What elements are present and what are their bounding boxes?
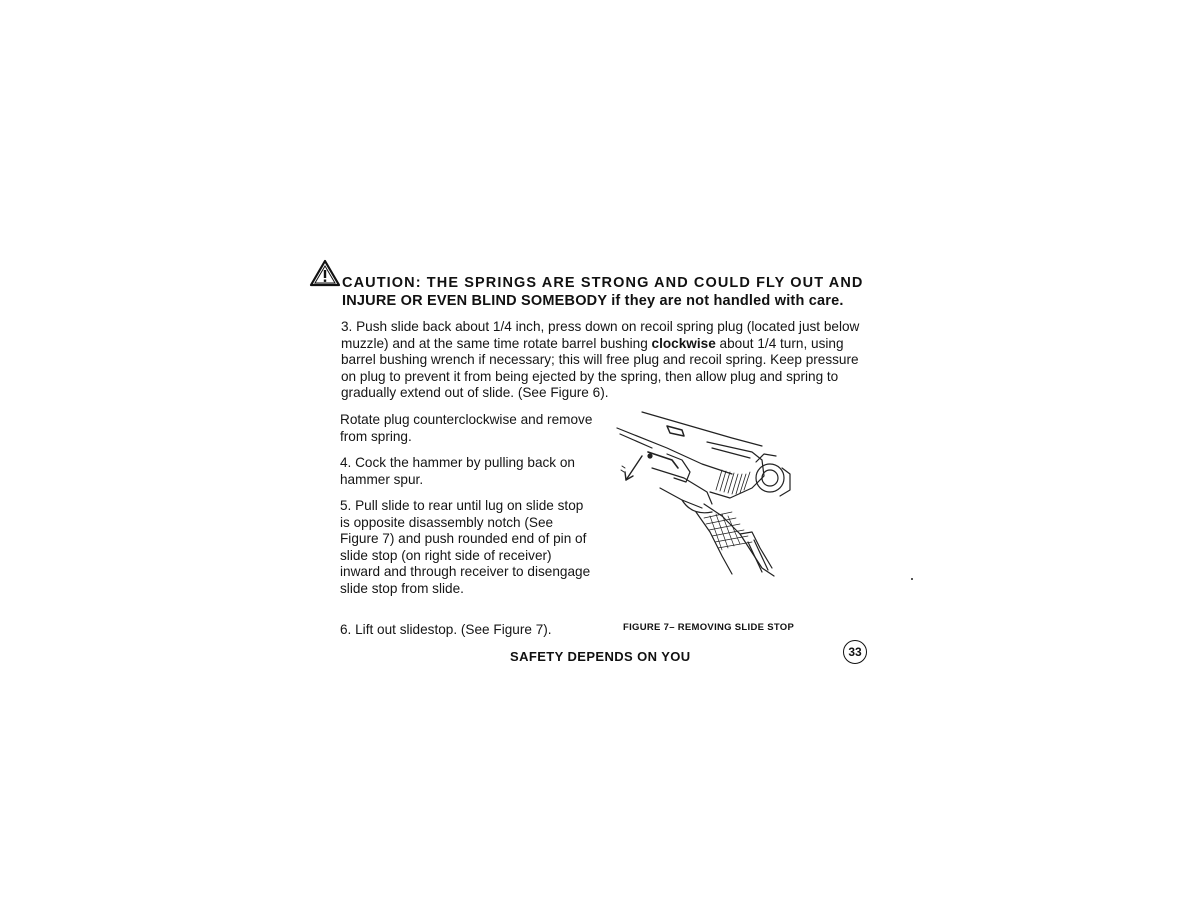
caution-warning	[342, 274, 887, 310]
scan-speck	[911, 578, 913, 580]
page-number: 33	[843, 640, 867, 664]
step-3-bold: clockwise	[651, 335, 716, 351]
caution-line2	[342, 292, 887, 310]
caution-rest: if they are not handled with care.	[606, 293, 844, 309]
step-3-paragraph	[341, 319, 873, 402]
step-6-paragraph: 6. Lift out slidestop. (See Figure 7).	[340, 622, 552, 637]
step-4-paragraph: 4. Cock the hammer by pulling back on hammer spur.	[340, 455, 575, 487]
warning-triangle-icon	[309, 259, 341, 287]
figure-caption: FIGURE 7– REMOVING SLIDE STOP	[623, 622, 795, 633]
step-3-part1: 3. Push slide back about 1/4 inch, press down on recoil spring plug (located just below muzzle) and at the same time rotate barrel bushing	[341, 319, 860, 351]
step-3-part2: about 1/4 turn, using barrel bushing wrench if necessary; this will free plug and recoil spring. Keep pressure on plug to prevent it from being ejected by the spring, then allow plug and spring to gradually extend out of slide. (See Figure 6).	[341, 335, 859, 400]
rotate-plug-text: Rotate plug counterclockwise and remove from spring.	[340, 412, 593, 444]
caution-bold: INJURE OR EVEN BLIND SOMEBODY	[342, 293, 607, 309]
pistol-slide-stop-illustration	[612, 408, 807, 580]
step-5-paragraph: 5. Pull slide to rear until lug on slide stop is opposite disassembly notch (See Figure 7) and push rounded end of pin of slide stop (on right side of receiver) inward and through receiver to disengage slide stop from slide.	[340, 498, 591, 596]
caution-lead: CAUTION: THE SPRINGS ARE STRONG AND COULD FLY OUT AND	[342, 275, 864, 291]
page-footer: SAFETY DEPENDS ON YOU	[510, 649, 691, 664]
